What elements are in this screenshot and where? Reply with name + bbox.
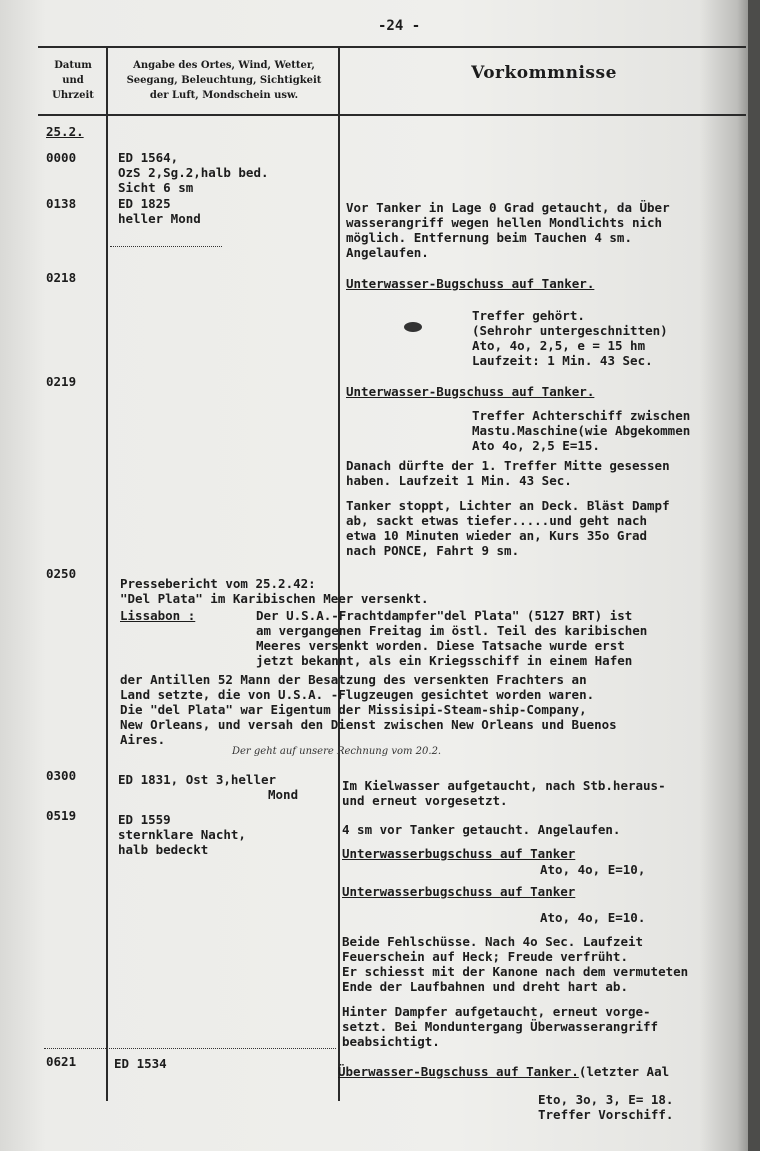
press-line: New Orleans, und versah den Dienst zwischen New Orleans und Buenos bbox=[120, 717, 617, 732]
press-line: Der U.S.A.-Frachtdampfer"del Plata" (5127 BRT) ist bbox=[256, 608, 633, 623]
time-0219: 0219 bbox=[46, 374, 77, 389]
time-0621: 0621 bbox=[46, 1054, 77, 1069]
page-number: -24 - bbox=[378, 18, 421, 34]
event-line: haben. Laufzeit 1 Min. 43 Sec. bbox=[346, 473, 572, 488]
header-line: Datum bbox=[54, 60, 92, 71]
header-line: Uhrzeit bbox=[52, 90, 94, 101]
time-0300: 0300 bbox=[46, 768, 77, 783]
location-0621: ED 1534 bbox=[114, 1056, 167, 1071]
event-line: Er schiesst mit der Kanone nach dem vermuteten bbox=[342, 964, 689, 979]
location-0138 bbox=[118, 196, 201, 226]
header-line: der Luft, Mondschein usw. bbox=[149, 90, 299, 101]
event-0300 bbox=[342, 778, 666, 808]
table-top-border bbox=[38, 46, 746, 48]
press-line: Land setzte, die von U.S.A. -Flugzeugen gesichtet worden waren. bbox=[120, 687, 595, 702]
press-line: Aires. bbox=[120, 732, 166, 747]
event-line: Danach dürfte der 1. Treffer Mitte gesessen bbox=[346, 458, 670, 473]
event-heading-0519-b: Unterwasserbugschuss auf Tanker bbox=[342, 884, 576, 899]
event-line: setzt. Bei Monduntergang Überwasserangriff bbox=[342, 1019, 659, 1034]
location-line: Sicht 6 sm bbox=[118, 180, 194, 195]
location-0519 bbox=[118, 812, 246, 857]
event-line: (Sehrohr untergeschnitten) bbox=[472, 323, 668, 338]
press-place: Lissabon : bbox=[120, 608, 196, 623]
header-date-time bbox=[40, 58, 106, 103]
press-line: Pressebericht vom 25.2.42: bbox=[120, 576, 316, 591]
event-0219-c bbox=[346, 498, 670, 558]
press-line: Die "del Plata" war Eigentum der Missisipi-Steam-ship-Company, bbox=[120, 702, 587, 717]
press-line: am vergangenen Freitag im östl. Teil des karibischen bbox=[256, 623, 648, 638]
event-heading-0218: Unterwasser-Bugschuss auf Tanker. bbox=[346, 276, 595, 291]
event-0519: 4 sm vor Tanker getaucht. Angelaufen. bbox=[342, 822, 621, 837]
event-line: Laufzeit: 1 Min. 43 Sec. bbox=[472, 353, 653, 368]
event-0219-b bbox=[346, 458, 670, 488]
location-line: ED 1559 bbox=[118, 812, 171, 827]
event-line: Mastu.Maschine(wie Abgekommen bbox=[472, 423, 691, 438]
event-line: Feuerschein auf Heck; Freude verfrüht. bbox=[342, 949, 628, 964]
event-line: wasserangriff wegen hellen Mondlichts nich bbox=[346, 215, 663, 230]
location-line: OzS 2,Sg.2,halb bed. bbox=[118, 165, 269, 180]
event-line: Angelaufen. bbox=[346, 245, 429, 260]
location-0300 bbox=[118, 772, 298, 802]
header-events: Vorkommnisse bbox=[471, 63, 617, 83]
press-body-1 bbox=[256, 608, 647, 668]
event-0519-b bbox=[342, 934, 688, 994]
event-line: Treffer Achterschiff zwischen bbox=[472, 408, 691, 423]
time-0250: 0250 bbox=[46, 566, 77, 581]
event-line: Beide Fehlschüsse. Nach 4o Sec. Laufzeit bbox=[342, 934, 644, 949]
location-line: ED 1564, bbox=[118, 150, 179, 165]
event-line: nach PONCE, Fahrt 9 sm. bbox=[346, 543, 520, 558]
event-0219 bbox=[472, 408, 690, 453]
header-location-weather bbox=[110, 58, 338, 103]
event-line: Vor Tanker in Lage 0 Grad getaucht, da Über bbox=[346, 200, 670, 215]
header-line: Angabe des Ortes, Wind, Wetter, bbox=[133, 60, 315, 71]
event-line: Ato 4o, 2,5 E=15. bbox=[472, 438, 600, 453]
event-line: Im Kielwasser aufgetaucht, nach Stb.heraus- bbox=[342, 778, 666, 793]
press-line: "Del Plata" im Karibischen Meer versenkt. bbox=[120, 591, 429, 606]
column-divider-1 bbox=[106, 46, 108, 1101]
event-line: etwa 10 Minuten wieder an, Kurs 35o Grad bbox=[346, 528, 648, 543]
location-0000 bbox=[118, 150, 269, 195]
location-line: ED 1831, Ost 3,heller bbox=[118, 772, 277, 787]
page-edge-shadow bbox=[748, 0, 760, 1151]
event-0519-c bbox=[342, 1004, 658, 1049]
location-line: ED 1825 bbox=[118, 196, 171, 211]
table-header-border bbox=[38, 114, 746, 116]
event-line: Treffer gehört. bbox=[472, 308, 585, 323]
event-line: ab, sackt etwas tiefer.....und geht nach bbox=[346, 513, 648, 528]
event-line: Tanker stoppt, Lichter an Deck. Bläst Dampf bbox=[346, 498, 670, 513]
event-line: Ende der Laufbahnen und dreht hart ab. bbox=[342, 979, 628, 994]
event-heading-text: Überwasser-Bugschuss auf Tanker. bbox=[338, 1064, 579, 1079]
event-value-0519-a: Ato, 4o, E=10, bbox=[540, 862, 646, 877]
location-line: sternklare Nacht, bbox=[118, 827, 246, 842]
event-line: Treffer Vorschiff. bbox=[538, 1107, 674, 1122]
event-heading-0519-a: Unterwasserbugschuss auf Tanker bbox=[342, 846, 576, 861]
event-line: beabsichtigt. bbox=[342, 1034, 440, 1049]
press-line: jetzt bekannt, als ein Kriegsschiff in einem Hafen bbox=[256, 653, 633, 668]
event-line: Ato, 4o, 2,5, e = 15 hm bbox=[472, 338, 646, 353]
location-line: halb bedeckt bbox=[118, 842, 209, 857]
dotted-separator bbox=[44, 1048, 336, 1049]
ink-blot bbox=[404, 322, 422, 332]
press-line: Meeres versenkt worden. Diese Tatsache wurde erst bbox=[256, 638, 625, 653]
event-value-0519-b: Ato, 4o, E=10. bbox=[540, 910, 646, 925]
event-line: und erneut vorgesetzt. bbox=[342, 793, 508, 808]
location-line: heller Mond bbox=[118, 211, 201, 226]
event-line: möglich. Entfernung beim Tauchen 4 sm. bbox=[346, 230, 632, 245]
time-0000: 0000 bbox=[46, 150, 77, 165]
event-line: Eto, 3o, 3, E= 18. bbox=[538, 1092, 674, 1107]
column-divider-2 bbox=[338, 46, 340, 1101]
time-0218: 0218 bbox=[46, 270, 77, 285]
entry-date: 25.2. bbox=[46, 124, 84, 139]
event-heading-0621 bbox=[338, 1064, 669, 1079]
handwritten-note: Der geht auf unsere Rechnung vom 20.2. bbox=[232, 746, 442, 757]
time-0519: 0519 bbox=[46, 808, 77, 823]
location-line: Mond bbox=[268, 787, 299, 802]
press-report-title bbox=[120, 576, 429, 606]
press-body-2 bbox=[120, 672, 617, 747]
event-0138 bbox=[346, 200, 670, 260]
press-line: der Antillen 52 Mann der Besatzung des versenkten Frachters an bbox=[120, 672, 587, 687]
event-line: Hinter Dampfer aufgetaucht, erneut vorge- bbox=[342, 1004, 651, 1019]
event-heading-0219: Unterwasser-Bugschuss auf Tanker. bbox=[346, 384, 595, 399]
event-heading-tail: (letzter Aal bbox=[578, 1064, 670, 1079]
dotted-separator bbox=[110, 246, 222, 247]
event-0218 bbox=[472, 308, 668, 368]
header-line: und bbox=[62, 75, 84, 86]
event-0621 bbox=[538, 1092, 673, 1122]
header-line: Seegang, Beleuchtung, Sichtigkeit bbox=[126, 75, 322, 86]
time-0138: 0138 bbox=[46, 196, 77, 211]
